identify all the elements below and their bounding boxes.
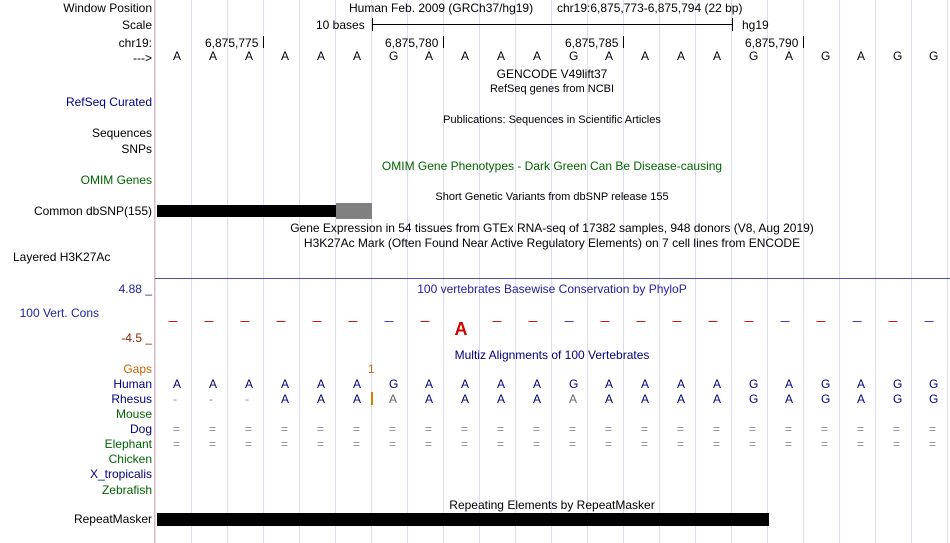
repeatmasker-element-bar[interactable]: [157, 513, 769, 526]
phylop-base-glyph: —: [240, 316, 250, 326]
gridline: [227, 0, 228, 543]
track-label-omim-genes[interactable]: OMIM Genes: [80, 173, 152, 187]
gridline: [947, 0, 948, 543]
gridline: [803, 0, 804, 543]
ruler-position-label: 6,875,775: [205, 36, 259, 50]
chrom-label: chr19:: [118, 36, 152, 50]
track-title-gencode[interactable]: GENCODE V49lift37: [496, 67, 608, 81]
ruler-position-label: 6,875,780: [385, 36, 439, 50]
db-name: hg19: [742, 18, 769, 32]
gridline: [875, 0, 876, 543]
window-position-label: Window Position: [63, 1, 152, 15]
track-title-refseq[interactable]: RefSeq genes from NCBI: [489, 83, 615, 95]
gridline: [839, 0, 840, 543]
phylop-base-glyph: —: [924, 316, 934, 326]
track-title-gtex[interactable]: Gene Expression in 54 tissues from GTEx RNA-seq of 17382 samples, 948 donors (V8, Aug 2019): [290, 221, 814, 235]
track-title-publications[interactable]: Publications: Sequences in Scientific Articles: [443, 114, 661, 126]
species-label-mouse[interactable]: Mouse: [115, 407, 152, 421]
gridline: [443, 0, 444, 543]
gridline: [299, 0, 300, 543]
scale-bar-left-cap: [372, 18, 373, 31]
species-label-rhesus[interactable]: Rhesus: [111, 392, 152, 406]
species-label-chicken[interactable]: Chicken: [108, 452, 152, 466]
ruler-tick: [803, 36, 804, 48]
gridline: [731, 0, 732, 543]
phylop-base-glyph: —: [708, 316, 718, 326]
track-title-omim[interactable]: OMIM Gene Phenotypes - Dark Green Can Be Disease-causing: [381, 159, 723, 173]
track-label-snps[interactable]: SNPs: [121, 142, 152, 156]
phylop-base-glyph: —: [348, 316, 358, 326]
phylop-base-glyph: —: [204, 316, 214, 326]
scale-label: Scale: [121, 18, 152, 32]
phylop-base-glyph: —: [492, 316, 502, 326]
gridline: [155, 0, 156, 543]
track-title-dbsnp155[interactable]: Short Genetic Variants from dbSNP release 155: [435, 191, 669, 203]
track-title-repeatmasker[interactable]: Repeating Elements by RepeatMasker: [449, 498, 655, 512]
phylop-base-glyph: —: [168, 316, 178, 326]
phylop-glyph-row[interactable]: [155, 309, 950, 339]
track-title-phylop[interactable]: 100 vertebrates Basewise Conservation by PhyloP: [417, 282, 687, 296]
track-title-h3k27ac[interactable]: H3K27Ac Mark (Often Found Near Active Regulatory Elements) on 7 cell lines from ENCODE: [303, 236, 801, 250]
species-label-zebrafish[interactable]: Zebrafish: [101, 483, 152, 497]
gridline: [911, 0, 912, 543]
track-data-area[interactable]: Human Feb. 2009 (GRCh37/hg19) chr19:6,875,773-6,875,794 (22 bp) 10 bases hg19 6,875,775 6,875,780 6,875,785 6,875,790 A A A A A A G A A A A G A A A A G A G A G G GENCODE V49lift37 RefSeq genes from NCBI Publications: Sequences in Scientific Articles OMIM Gene Phenotypes - Dark Green Can Be Disease-causing Short Genetic Variants from dbSNP release 155 Gene Expression in 54 tissues from GTEx RNA-seq of 17382 samples, 948 donors (V8, Aug 2019) H3K27Ac Mark (Often Found Near Active Regulatory Elements) on 7 cell lines from ENCODE 100 vertebrates Basewise Conservation by PhyloP — — — — — — — — A — — — — — — — — — — — — — Multiz Alignments of 100 Vertebrates 1 A A A A A A G A A A A G A A A A G A G A G G - - - A A A A A A A A A A A A A G A G A G G = = = = = = = = = = = = = = = = = = = = = = = = = = = = = = = = = = = = = = = = = = = = Repeating Elements by RepeatMasker: [155, 0, 950, 543]
track-label-gaps[interactable]: Gaps: [123, 362, 152, 376]
ruler-tick: [623, 36, 624, 48]
track-label-refseq[interactable]: RefSeq Curated: [65, 95, 152, 109]
phylop-base-glyph: —: [888, 316, 898, 326]
phylop-base-glyph: —: [600, 316, 610, 326]
phylop-base-glyph: —: [780, 316, 790, 326]
ruler-tick: [443, 36, 444, 48]
scale-bar: [372, 24, 732, 25]
phylop-scale-min: -4.5 _: [121, 331, 152, 345]
gridline: [335, 0, 336, 543]
phylop-base-glyph: A: [454, 319, 468, 339]
position-title: chr19:6,875,773-6,875,794 (22 bp): [557, 1, 743, 15]
phylop-base-glyph: —: [672, 316, 682, 326]
track-label-column: [0, 0, 154, 543]
phylop-base-glyph: —: [384, 316, 394, 326]
gridline: [263, 0, 264, 543]
phylop-scale-max: 4.88 _: [118, 282, 152, 296]
ruler-position-label: 6,875,785: [565, 36, 619, 50]
track-label-layered-h3k27ac[interactable]: Layered H3K27Ac: [13, 250, 111, 264]
scale-bar-right-cap: [732, 18, 733, 31]
species-label-elephant[interactable]: Elephant: [104, 437, 152, 451]
phylop-base-glyph: —: [636, 316, 646, 326]
phylop-base-glyph: —: [420, 316, 430, 326]
ruler-position-label: 6,875,790: [745, 36, 799, 50]
phylop-base-glyph: —: [312, 316, 322, 326]
gridline: [479, 0, 480, 543]
track-title-multiz[interactable]: Multiz Alignments of 100 Vertebrates: [454, 348, 650, 362]
gridline: [623, 0, 624, 543]
phylop-track-separator: [155, 278, 950, 279]
scale-text: 10 bases: [316, 18, 365, 32]
track-label-repeatmasker[interactable]: RepeatMasker: [73, 512, 152, 526]
assembly-title: Human Feb. 2009 (GRCh37/hg19): [349, 1, 534, 15]
ruler-tick: [263, 36, 264, 48]
phylop-base-glyph: —: [564, 316, 574, 326]
gridline: [695, 0, 696, 543]
gridline: [767, 0, 768, 543]
species-label-human[interactable]: Human: [113, 377, 152, 391]
gridline: [191, 0, 192, 543]
gridline: [659, 0, 660, 543]
gap-marker: 1: [368, 362, 375, 376]
strand-arrow-label: --->: [133, 51, 152, 65]
species-label-dog[interactable]: Dog: [129, 422, 152, 436]
phylop-base-glyph: —: [744, 316, 754, 326]
dbsnp-variant-highlight[interactable]: [336, 203, 372, 219]
rhesus-insertion-marker: [371, 392, 373, 405]
phylop-base-glyph: —: [816, 316, 826, 326]
gridline: [407, 0, 408, 543]
gridline: [371, 0, 372, 543]
species-label-x_tropicalis[interactable]: X_tropicalis: [89, 467, 152, 481]
track-label-sequences[interactable]: Sequences: [91, 126, 152, 140]
phylop-base-glyph: —: [852, 316, 862, 326]
phylop-base-glyph: —: [276, 316, 286, 326]
phylop-base-glyph: —: [528, 316, 538, 326]
track-label-common-dbsnp[interactable]: Common dbSNP(155): [33, 204, 152, 218]
track-label-vert-cons[interactable]: 100 Vert. Cons: [19, 306, 99, 320]
